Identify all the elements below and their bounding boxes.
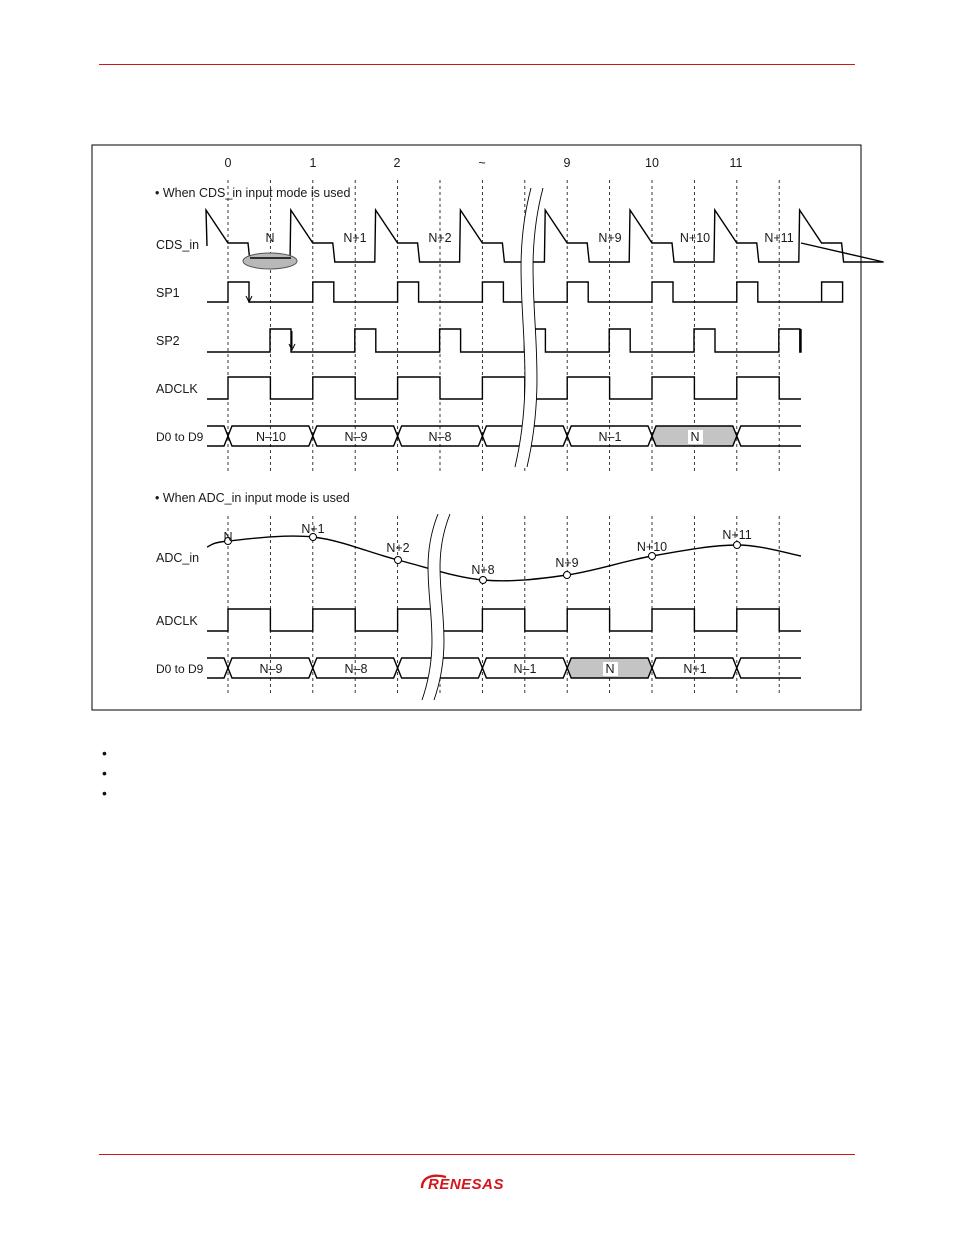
cds-pixel-label: N+10 [679, 231, 711, 245]
sample-highlight-ellipse [243, 253, 297, 269]
adc-sample-label: N [223, 530, 233, 544]
cds-pixel-label: N+11 [764, 231, 794, 245]
cds-data-label: N–10 [256, 430, 286, 444]
cds-section-title: • When CDS_in input mode is used [155, 186, 351, 200]
cds-pixel-label: N [265, 231, 275, 245]
logo-text: RENESAS [428, 1176, 505, 1193]
diagram-labels [155, 156, 794, 676]
time-break-adc-fill [422, 514, 450, 700]
signal-data-bus-2: D0 to D9 [156, 662, 204, 676]
cds-data-label: N–8 [428, 430, 452, 444]
adc-data-label-highlight: N [605, 662, 615, 676]
cds-data-label-highlight: N [690, 430, 700, 444]
adclk-wave [207, 377, 801, 399]
cycle-label-10: 10 [645, 156, 659, 170]
signal-adclk: ADCLK [156, 382, 198, 396]
adc-data-label: N+1 [683, 662, 707, 676]
sample-point [734, 542, 741, 549]
cycle-label-2: 2 [393, 156, 401, 170]
bullet-1: • [102, 745, 107, 761]
cycle-label-1: 1 [309, 156, 317, 170]
adc-data-label: N–9 [259, 662, 283, 676]
adc-sample-label: N+1 [301, 522, 325, 536]
bullet-2: • [102, 765, 107, 781]
sp2-arrow [289, 331, 295, 350]
signal-cds-in: CDS_in [156, 238, 200, 252]
adc-sample-label: N+8 [471, 563, 495, 577]
adc-section-title: • When ADC_in input mode is used [155, 491, 350, 505]
sample-point [564, 572, 571, 579]
sample-point [480, 577, 487, 584]
cycle-label-tilde: ~ [478, 156, 486, 170]
adclk-wave-2 [207, 609, 801, 631]
diagram-frame [92, 145, 861, 710]
bullet-3: • [102, 785, 107, 801]
signal-adclk-2: ADCLK [156, 614, 198, 628]
cds-data-label: N–1 [598, 430, 622, 444]
sample-point [395, 557, 402, 564]
data-bus-2-bottom [207, 668, 801, 678]
sp2-wave [207, 329, 801, 352]
sp1-arrow [246, 284, 252, 302]
cds-pixel-label: N+1 [343, 231, 367, 245]
signal-sp1: SP1 [156, 286, 180, 300]
cds-pixel-label: N+9 [598, 231, 622, 245]
cds-data-label: N–9 [344, 430, 368, 444]
time-break-cds-fill [515, 188, 543, 467]
renesas-logo [420, 1170, 534, 1194]
adc-sample-label: N+2 [386, 541, 410, 555]
signal-adc-in: ADC_in [156, 551, 200, 565]
cycle-label-9: 9 [563, 156, 571, 170]
signal-data-bus: D0 to D9 [156, 430, 204, 444]
adc-sample-label: N+10 [636, 540, 668, 554]
data-bus-2-top [207, 658, 801, 668]
cds-pixel-label: N+2 [428, 231, 452, 245]
adc-in-wave [207, 536, 801, 581]
adc-sample-label: N+11 [722, 528, 752, 542]
waveforms [206, 188, 884, 700]
cycle-label-11: 11 [729, 156, 743, 170]
adc-sample-label: N+9 [555, 556, 579, 570]
cycle-label-0: 0 [224, 156, 232, 170]
signal-sp2: SP2 [156, 334, 180, 348]
adc-data-label: N–1 [513, 662, 537, 676]
adc-data-label: N–8 [344, 662, 368, 676]
